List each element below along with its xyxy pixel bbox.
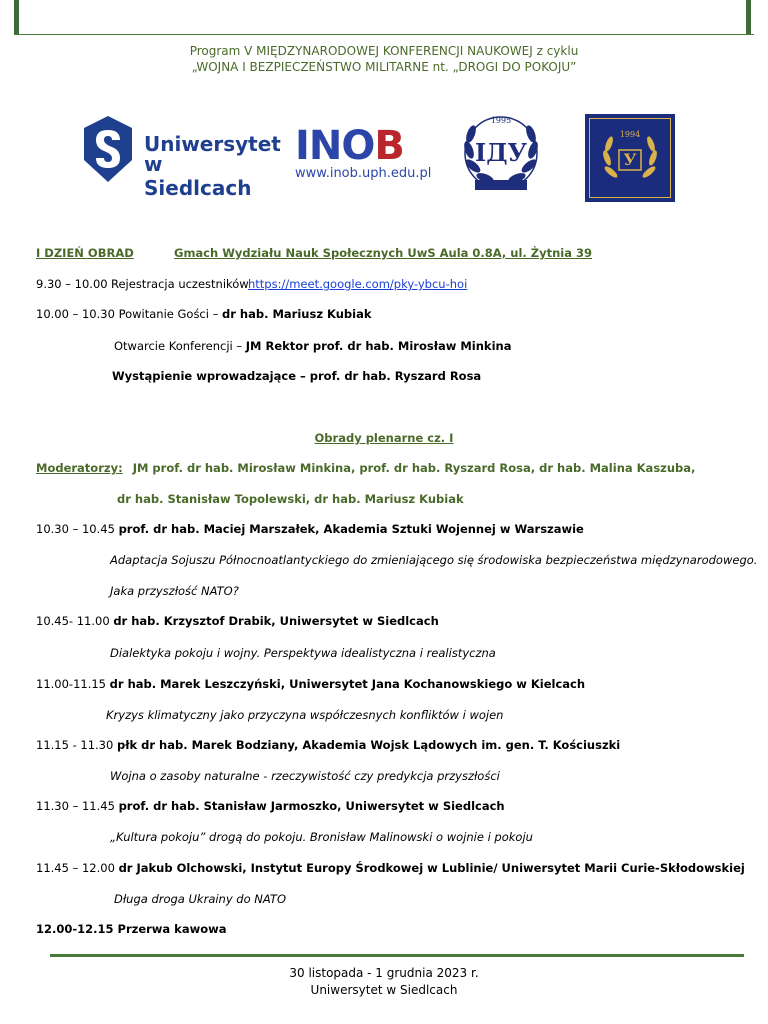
- uws-name-line-1: Uniwersytet: [144, 132, 281, 156]
- talk-4-title: Wojna o zasoby naturalne - rzeczywistość czy predykcja przyszłości: [110, 769, 500, 783]
- moderators-row-1: [36, 461, 695, 475]
- seal-year: 1995: [490, 116, 512, 125]
- talk-1-row: [36, 522, 584, 536]
- coffee-break: 12.00-12.15 Przerwa kawowa: [36, 922, 227, 936]
- top-left-tick: [14, 0, 19, 34]
- talk-6-speaker: dr Jakub Olchowski, Instytut Europy Środkowej w Lublinie/ Uniwersytet Marii Curie-Skłodowskiej: [118, 861, 745, 875]
- moderators-line-1: JM prof. dr hab. Mirosław Minkina, prof. dr hab. Ryszard Rosa, dr hab. Malina Kaszuba,: [132, 461, 696, 475]
- uws-name-line-2: w Siedlcach: [144, 152, 252, 200]
- talk-5-speaker: prof. dr hab. Stanisław Jarmoszko, Uniwersytet w Siedlcach: [118, 799, 505, 813]
- talk-2-speaker: dr hab. Krzysztof Drabik, Uniwersytet w Siedlcach: [113, 614, 439, 628]
- welcome-person: dr hab. Mariusz Kubiak: [222, 307, 372, 321]
- moderators-label: Moderatorzy:: [36, 461, 123, 475]
- badge-year: 1994: [619, 130, 641, 139]
- inob-wordmark: INOB: [295, 123, 404, 169]
- day-venue: Gmach Wydziału Nauk Społecznych UwS Aula 0.8A, ul. Żytnia 39: [174, 246, 592, 260]
- university-badge-logo: [585, 114, 675, 202]
- welcome-label: Powitanie Gości –: [118, 307, 219, 321]
- uws-shield-icon: [82, 114, 134, 184]
- intro-speech: Wystąpienie wprowadzające – prof. dr hab. Ryszard Rosa: [112, 369, 482, 383]
- day-label: I DZIEŃ OBRAD: [36, 246, 134, 260]
- talk-5-title: „Kultura pokoju” drogą do pokoju. Bronisław Malinowski o wojnie i pokoju: [110, 830, 533, 844]
- talk-3-row: [36, 677, 585, 691]
- talk-2-title: Dialektyka pokoju i wojny. Perspektywa idealistyczna i realistyczna: [110, 646, 496, 660]
- welcome-time: 10.00 – 10.30: [36, 307, 115, 321]
- talk-4-time: 11.15 - 11.30: [36, 738, 114, 752]
- header-line-2: „WOJNA I BEZPIECZEŃSTWO MILITARNE nt. „DROGI DO POKOJU”: [191, 60, 577, 74]
- opening-row: [114, 339, 511, 353]
- talk-4-row: [36, 738, 620, 752]
- plenary-title: Obrady plenarne cz. I: [314, 431, 454, 445]
- talk-4-speaker: płk dr hab. Marek Bodziany, Akademia Wojsk Lądowych im. gen. T. Kościuszki: [116, 738, 621, 752]
- ipu-seal-logo: [455, 110, 547, 196]
- uws-logo: [82, 114, 281, 200]
- opening-person: JM Rektor prof. dr hab. Mirosław Minkina: [245, 339, 512, 353]
- talk-2-row: [36, 614, 439, 628]
- talk-1-title-1: Adaptacja Sojuszu Północnoatlantyckiego do zmieniającego się środowiska bezpieczeństwa międzynarodowego.: [110, 553, 758, 567]
- opening-label: Otwarcie Konferencji –: [114, 339, 243, 353]
- badge-letter: У: [623, 150, 637, 169]
- footer-dates: 30 listopada - 1 grudnia 2023 r.: [289, 966, 479, 980]
- top-rule: [14, 34, 754, 35]
- header-line-1: Program V MIĘDZYNARODOWEJ KONFERENCJI NAUKOWEJ z cyklu: [189, 44, 579, 58]
- moderators-line-2: dr hab. Stanisław Topolewski, dr hab. Mariusz Kubiak: [117, 492, 464, 506]
- talk-6-row: [36, 861, 745, 875]
- talk-2-time: 10.45- 11.00: [36, 614, 110, 628]
- talk-1-title-2: Jaka przyszłość NATO?: [110, 584, 239, 598]
- registration-time: 9.30 – 10.00: [36, 277, 108, 291]
- talk-1-speaker: prof. dr hab. Maciej Marszałek, Akademia Sztuki Wojennej w Warszawie: [118, 522, 584, 536]
- top-right-tick: [746, 0, 751, 34]
- registration-label: Rejestracja uczestników: [111, 277, 249, 291]
- bottom-rule: [50, 954, 744, 957]
- talk-3-time: 11.00-11.15: [36, 677, 106, 691]
- talk-1-time: 10.30 – 10.45: [36, 522, 115, 536]
- talk-5-row: [36, 799, 505, 813]
- welcome-row: [36, 307, 372, 321]
- talk-5-time: 11.30 – 11.45: [36, 799, 115, 813]
- footer-venue: Uniwersytet w Siedlcach: [310, 983, 458, 997]
- talk-3-title: Kryzys klimatyczny jako przyczyna współczesnych konfliktów i wojen: [106, 708, 504, 722]
- inob-logo: [295, 123, 435, 186]
- talk-3-speaker: dr hab. Marek Leszczyński, Uniwersytet Jana Kochanowskiego w Kielcach: [109, 677, 586, 691]
- seal-letters: IДУ: [474, 138, 528, 167]
- meet-link[interactable]: https://meet.google.com/pky-ybcu-hoi: [248, 277, 468, 291]
- talk-6-time: 11.45 – 12.00: [36, 861, 115, 875]
- inob-url: www.inob.uph.edu.pl: [295, 166, 432, 181]
- talk-6-title: Długa droga Ukrainy do NATO: [114, 892, 287, 906]
